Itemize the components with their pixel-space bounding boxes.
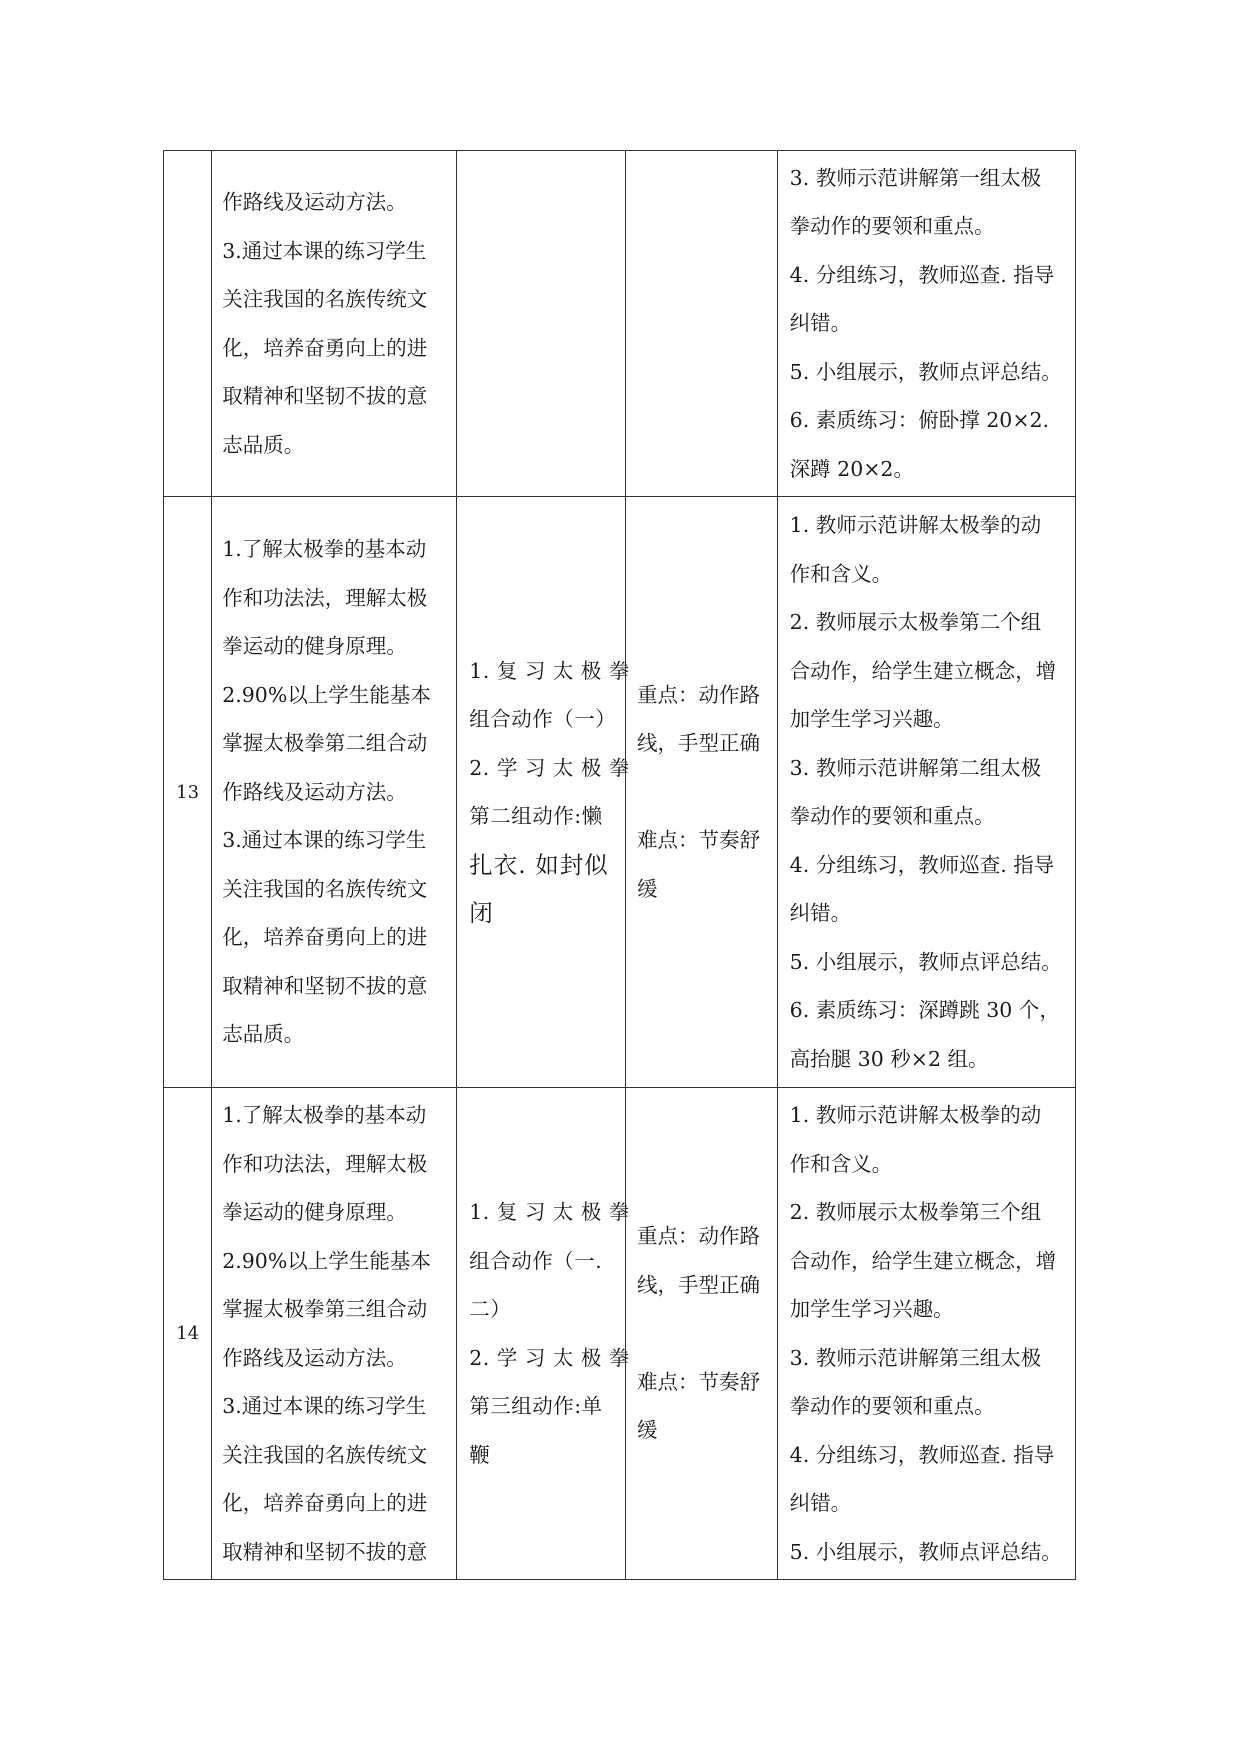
objective-line: 取精神和坚韧不拔的意 bbox=[222, 973, 428, 998]
objective-line: 化，培养奋勇向上的进 bbox=[222, 335, 428, 360]
method-line: 高抬腿 30 秒×2 组。 bbox=[789, 1046, 989, 1071]
difficulty-line: 难点：节奏舒 bbox=[637, 1369, 760, 1394]
method-line: 4. 分组练习，教师巡查. 指导 bbox=[789, 1442, 1055, 1467]
method-line: 5. 小组展示，教师点评总结。 bbox=[789, 359, 1062, 384]
method-line: 作和含义。 bbox=[789, 561, 893, 586]
lesson-number-cell: 14 bbox=[164, 1088, 212, 1580]
method-line: 作和含义。 bbox=[789, 1151, 893, 1176]
content-line: 第三组动作:单 bbox=[469, 1394, 603, 1418]
content-line: 第二组动作:懒 bbox=[469, 804, 603, 828]
objective-line: 关注我国的名族传统文 bbox=[222, 1442, 428, 1467]
objective-line: 取精神和坚韧不拔的意 bbox=[222, 1539, 428, 1564]
objective-line: 化，培养奋勇向上的进 bbox=[222, 925, 428, 950]
objective-line: 作路线及运动方法。 bbox=[222, 1345, 407, 1370]
method-line: 加学生学习兴趣。 bbox=[789, 707, 954, 731]
method-line: 纠错。 bbox=[789, 311, 852, 336]
difficulty-line: 缓 bbox=[637, 1418, 658, 1443]
method-line: 1. 教师示范讲解太极拳的动 bbox=[789, 513, 1042, 537]
objective-line: 作和功法法，理解太极 bbox=[222, 1151, 428, 1176]
objective-line: 掌握太极拳第二组合动 bbox=[222, 731, 428, 756]
objectives-cell bbox=[212, 151, 457, 497]
method-line: 5. 小组展示，教师点评总结。 bbox=[789, 949, 1062, 974]
objective-line: 拳运动的健身原理。 bbox=[222, 634, 407, 659]
method-line: 拳动作的要领和重点。 bbox=[789, 214, 995, 239]
method-line: 纠错。 bbox=[789, 901, 852, 925]
content-line: 1. 复 习 太 极 拳 bbox=[469, 1200, 630, 1224]
method-line: 2. 教师展示太极拳第三个组 bbox=[789, 1200, 1042, 1224]
method-line: 拳动作的要领和重点。 bbox=[789, 1394, 995, 1418]
method-line: 纠错。 bbox=[789, 1491, 852, 1515]
objective-line: 关注我国的名族传统文 bbox=[222, 287, 428, 311]
content-line: 组合动作（一） bbox=[469, 707, 617, 731]
method-line: 3. 教师示范讲解第二组太极 bbox=[789, 755, 1042, 780]
objective-line: 拳运动的健身原理。 bbox=[222, 1200, 407, 1224]
focus-line: 重点：动作路 bbox=[637, 682, 760, 707]
objectives-cell bbox=[212, 1088, 457, 1580]
content-line: 组合动作（一. bbox=[469, 1248, 603, 1273]
method-line: 6. 素质练习：深蹲跳 30 个， bbox=[789, 998, 1060, 1022]
content-cell bbox=[457, 151, 626, 497]
focus-line: 线，手型正确 bbox=[637, 731, 760, 756]
difficulty-line: 难点：节奏舒 bbox=[637, 828, 760, 853]
method-line: 合动作，给学生建立概念，增 bbox=[789, 1248, 1057, 1273]
method-line: 4. 分组练习，教师巡查. 指导 bbox=[789, 262, 1055, 287]
content-line: 2. 学 习 太 极 拳 bbox=[469, 1345, 630, 1370]
lesson-number-cell bbox=[164, 151, 212, 497]
method-line: 深蹲 20×2。 bbox=[789, 456, 914, 481]
objective-line: 志品质。 bbox=[222, 432, 305, 457]
method-line: 4. 分组练习，教师巡查. 指导 bbox=[789, 852, 1055, 877]
objective-line: 掌握太极拳第三组合动 bbox=[222, 1297, 428, 1321]
method-line: 加学生学习兴趣。 bbox=[789, 1297, 954, 1321]
table-row bbox=[164, 1088, 1076, 1580]
content-line: 鞭 bbox=[469, 1442, 491, 1467]
objective-line: 作路线及运动方法。 bbox=[222, 779, 407, 804]
content-line: 扎衣. 如封似 bbox=[469, 850, 609, 879]
objectives-cell bbox=[212, 497, 457, 1088]
objective-line: 作和功法法，理解太极 bbox=[222, 585, 428, 610]
lesson-plan-table bbox=[163, 150, 1076, 1580]
objective-line: 化，培养奋勇向上的进 bbox=[222, 1491, 428, 1515]
method-line: 6. 素质练习：俯卧撑 20×2. bbox=[789, 408, 1050, 433]
difficulty-line: 缓 bbox=[637, 876, 658, 901]
objective-line: 作路线及运动方法。 bbox=[222, 190, 407, 214]
table-row bbox=[164, 151, 1076, 497]
key-points-cell bbox=[626, 1088, 778, 1580]
methods-cell bbox=[777, 1088, 1075, 1580]
method-line: 2. 教师展示太极拳第二个组 bbox=[789, 610, 1042, 634]
objective-line: 关注我国的名族传统文 bbox=[222, 876, 428, 901]
objective-line: 3.通过本课的练习学生 bbox=[222, 828, 427, 853]
method-line: 1. 教师示范讲解太极拳的动 bbox=[789, 1103, 1042, 1127]
key-points-cell bbox=[626, 497, 778, 1088]
method-line: 合动作，给学生建立概念，增 bbox=[789, 658, 1057, 683]
focus-line: 重点：动作路 bbox=[637, 1224, 760, 1249]
content-line: 1. 复 习 太 极 拳 bbox=[469, 658, 630, 683]
method-line: 拳动作的要领和重点。 bbox=[789, 804, 995, 828]
methods-cell bbox=[777, 497, 1075, 1088]
content-line: 二） bbox=[469, 1297, 512, 1321]
content-line: 闭 bbox=[469, 899, 494, 927]
method-line: 5. 小组展示，教师点评总结。 bbox=[789, 1539, 1062, 1564]
method-line: 3. 教师示范讲解第三组太极 bbox=[789, 1345, 1042, 1370]
objective-line: 2.90%以上学生能基本 bbox=[222, 1248, 431, 1273]
objective-line: 志品质。 bbox=[222, 1022, 305, 1047]
content-cell bbox=[457, 1088, 630, 1580]
objective-line: 3.通过本课的练习学生 bbox=[222, 238, 427, 263]
methods-cell bbox=[777, 151, 1075, 497]
method-line: 3. 教师示范讲解第一组太极 bbox=[789, 165, 1042, 190]
content-cell bbox=[457, 497, 630, 1088]
table-row bbox=[164, 497, 1076, 1088]
focus-line: 线，手型正确 bbox=[637, 1272, 760, 1297]
content-line: 2. 学 习 太 极 拳 bbox=[469, 755, 630, 780]
objective-line: 取精神和坚韧不拔的意 bbox=[222, 384, 428, 408]
key-points-cell bbox=[626, 151, 778, 497]
objective-line: 3.通过本课的练习学生 bbox=[222, 1394, 427, 1418]
objective-line: 2.90%以上学生能基本 bbox=[222, 682, 431, 707]
objective-line: 1.了解太极拳的基本动 bbox=[222, 537, 427, 562]
objective-line: 1.了解太极拳的基本动 bbox=[222, 1103, 427, 1127]
lesson-number-cell: 13 bbox=[164, 497, 212, 1088]
